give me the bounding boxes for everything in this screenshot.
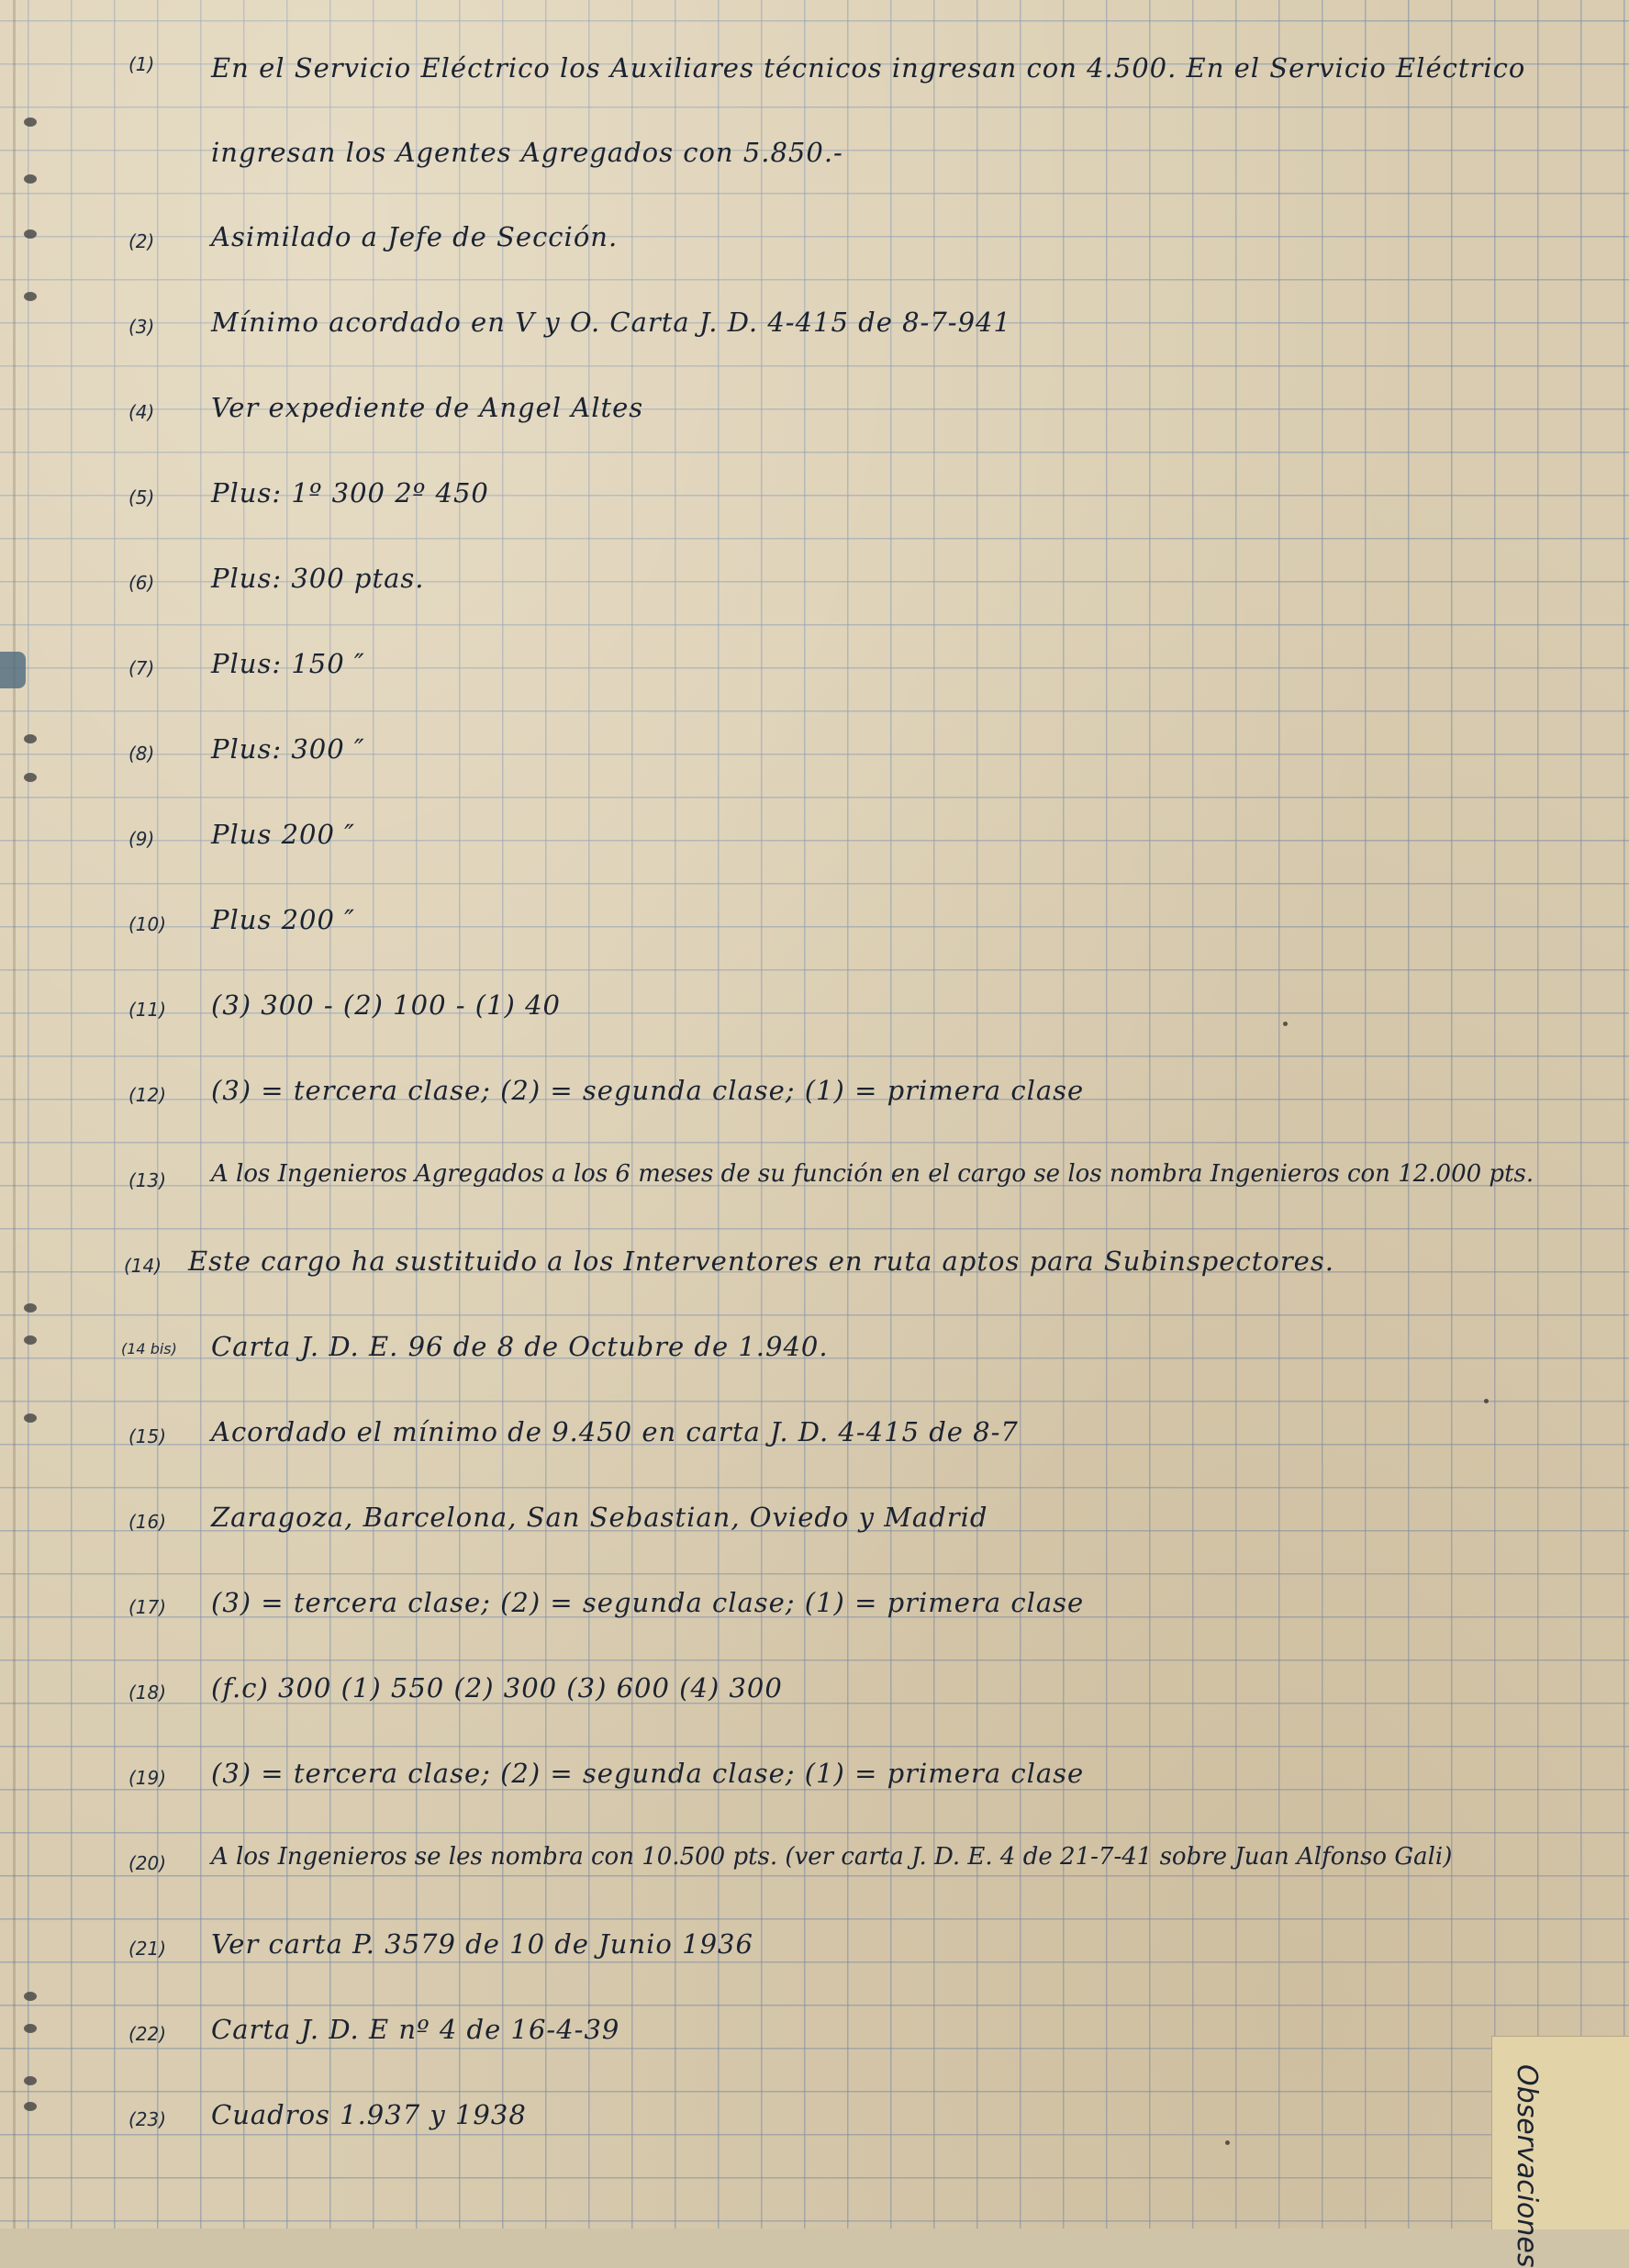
note-number: (2) (128, 230, 155, 252)
note-3 (0, 299, 1615, 363)
note-number: (15) (128, 1425, 167, 1447)
note-text: A los Ingenieros se les nombra con 10.500 pts. (ver carta J. D. E. 4 de 21-7-41 sobre Juan Alfonso Gali) (211, 1843, 1453, 1871)
note-text: Plus: 150 ″ (211, 648, 365, 679)
note-text: A los Ingenieros Agregados a los 6 meses de su función en el cargo se los nombra Ingenieros con 12.000 pts. (211, 1160, 1534, 1188)
note-17 (0, 1580, 1615, 1644)
note-number: (5) (128, 486, 155, 508)
note-7 (0, 641, 1615, 705)
note-9 (0, 811, 1615, 876)
note-text: Carta J. D. E. 96 de 8 de Octubre de 1.940. (211, 1331, 829, 1362)
note-15 (0, 1409, 1615, 1473)
note-text: Plus 200 ″ (211, 904, 355, 935)
note-text: (3) = tercera clase; (2) = segunda clase; (1) = primera clase (211, 1758, 1085, 1789)
note-number: (21) (128, 1938, 167, 1960)
note-text: En el Servicio Eléctrico los Auxiliares técnicos ingresan con 4.500. En el Servicio Eléctrico ingresan los Agentes Agregados con 5.850.- (211, 52, 1526, 168)
note-number: (23) (128, 2108, 167, 2130)
note-14 (0, 1238, 1615, 1302)
note-text: Acordado el mínimo de 9.450 en carta J. D. 4-415 de 8-7 (211, 1416, 1019, 1447)
note-number: (18) (128, 1681, 167, 1704)
note-18 (0, 1665, 1615, 1729)
note-11 (0, 982, 1615, 1046)
note-text: Zaragoza, Barcelona, San Sebastian, Oviedo y Madrid (211, 1502, 988, 1533)
note-14-bis (0, 1324, 1615, 1388)
note-number: (20) (128, 1852, 167, 1874)
note-text: (3) 300 - (2) 100 - (1) 40 (211, 989, 561, 1021)
note-number: (4) (128, 401, 155, 423)
note-number: (19) (128, 1767, 167, 1789)
note-number: (11) (128, 999, 167, 1021)
note-number: (6) (128, 572, 155, 594)
note-number: (17) (128, 1596, 167, 1618)
note-number: (12) (128, 1084, 167, 1106)
note-text: Plus: 300 ″ (211, 733, 365, 765)
note-4 (0, 385, 1615, 449)
note-text: (3) = tercera clase; (2) = segunda clase; (1) = primera clase (211, 1075, 1085, 1106)
note-20 (0, 1836, 1615, 1900)
note-text: Mínimo acordado en V y O. Carta J. D. 4-415 de 8-7-941 (211, 307, 1011, 338)
note-number: (8) (128, 743, 155, 765)
note-19 (0, 1750, 1615, 1815)
note-text: Este cargo ha sustituido a los Interventores en ruta aptos para Subinspectores. (188, 1246, 1334, 1277)
note-number: (14) (124, 1255, 162, 1277)
note-number: (13) (128, 1169, 167, 1191)
note-12 (0, 1067, 1615, 1132)
note-13 (0, 1153, 1615, 1217)
note-number: (7) (128, 657, 155, 679)
note-number: (14 bis) (121, 1340, 177, 1357)
note-text: Ver expediente de Angel Altes (211, 392, 644, 423)
note-text: (f.c) 300 (1) 550 (2) 300 (3) 600 (4) 300 (211, 1672, 783, 1704)
note-text: Cuadros 1.937 y 1938 (211, 2099, 527, 2130)
note-10 (0, 897, 1615, 961)
note-16 (0, 1494, 1615, 1559)
observaciones-label-tab (1491, 2036, 1629, 2268)
note-text: Ver carta P. 3579 de 10 de Junio 1936 (211, 1928, 753, 1960)
note-text: Carta J. D. E nº 4 de 16-4-39 (211, 2014, 620, 2045)
note-number: (9) (128, 828, 155, 850)
note-text: Plus 200 ″ (211, 819, 355, 850)
note-text: Asimilado a Jefe de Sección. (211, 221, 619, 252)
note-8 (0, 726, 1615, 790)
note-21 (0, 1921, 1615, 1985)
note-number: (10) (128, 913, 167, 935)
note-5 (0, 470, 1615, 534)
note-text: Plus: 1º 300 2º 450 (211, 477, 489, 508)
note-2 (0, 214, 1615, 278)
note-1 (0, 37, 1615, 168)
note-22 (0, 2006, 1615, 2071)
note-number: (3) (128, 316, 155, 338)
note-number: (16) (128, 1511, 167, 1533)
note-text: Plus: 300 ptas. (211, 563, 425, 594)
note-text: (3) = tercera clase; (2) = segunda clase; (1) = primera clase (211, 1587, 1085, 1618)
note-number: (22) (128, 2023, 167, 2045)
observaciones-label: Observaciones (1511, 2064, 1543, 2268)
note-number: (1) (128, 53, 155, 75)
note-6 (0, 555, 1615, 620)
note-23 (0, 2092, 1615, 2156)
